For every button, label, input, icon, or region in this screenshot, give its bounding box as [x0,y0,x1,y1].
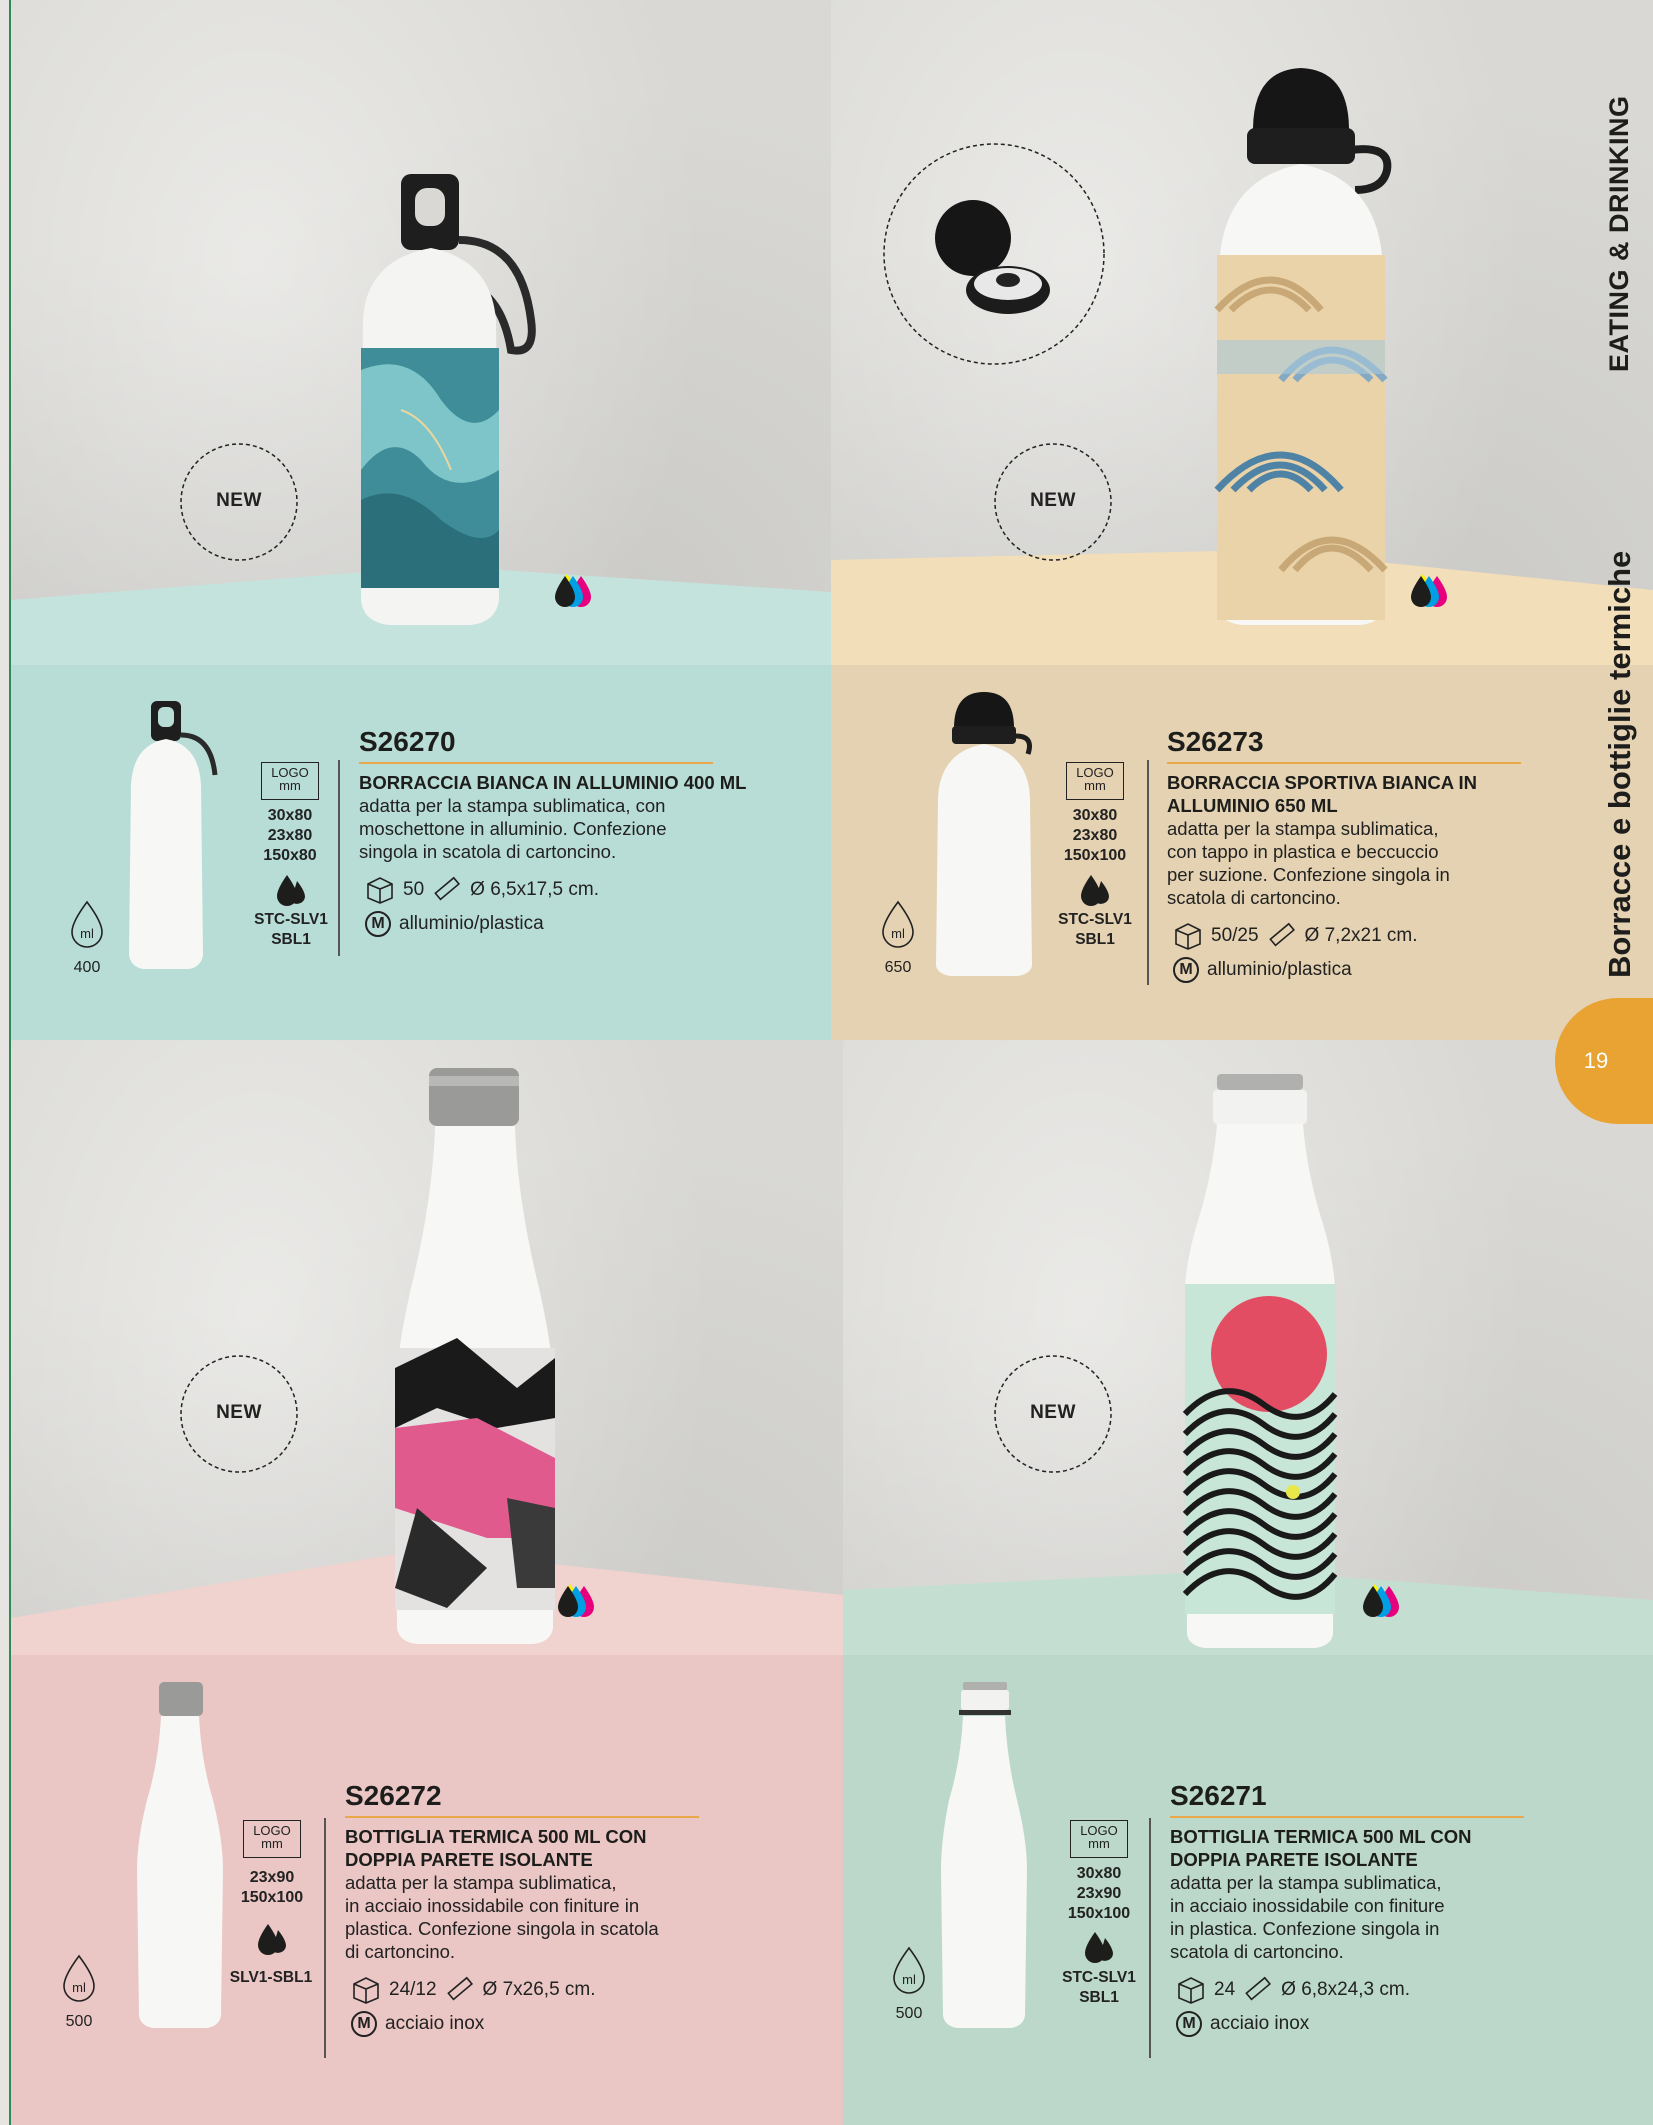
print-technique-codes: SLV1-SBL1 [229,1969,313,1986]
product-code: S26272 [345,1780,442,1811]
product-code: S26270 [359,726,456,757]
accent-rule [1170,1816,1524,1818]
volume-value: 650 [884,959,912,976]
pack-and-size [1176,1976,1410,2004]
pack-quantity: 24 [1214,1979,1236,2000]
volume-drop-icon [62,1954,96,2002]
logo-print-area-icon: LOGO mm [239,1816,305,1862]
cmyk-print-icon [556,1580,620,1620]
sublimation-ink-icon [1079,873,1111,907]
material-info [1173,957,1352,983]
hero-bottle-image [1173,1074,1363,1654]
material-value: alluminio/plastica [399,913,544,934]
product-dimensions: Ø 7x26,5 cm. [482,1979,596,2000]
pack-quantity: 50 [403,879,425,900]
new-badge: NEW [175,1350,303,1478]
pack-quantity: 24/12 [389,1979,437,2000]
box-icon [1173,922,1203,950]
product-dimensions: Ø 7,2x21 cm. [1304,925,1418,946]
hero-bottle-image [377,1068,577,1648]
material-info [365,911,544,937]
cmyk-print-icon [1409,570,1473,610]
ruler-icon [1267,922,1297,950]
volume-value: 500 [895,2005,923,2022]
logo-print-area-icon: LOGO mm [1062,758,1128,804]
print-sizes: 30x80 23x90 150x100 [1067,1865,1131,1922]
thumb-bottle-image [111,695,231,975]
subcategory-label: Borracce e bottiglie termiche [1602,550,1637,978]
volume-indicator [55,1954,103,2031]
logo-print-area-icon: LOGO mm [1066,1816,1132,1862]
cap-detail-badge [878,138,1110,370]
print-technique-codes: STC-SLV1 SBL1 [254,911,328,948]
product-card-s26272 [11,1040,843,2125]
product-title: BORRACCIA BIANCA IN ALLUMINIO 400 ML [359,772,747,793]
page-number: 19 [1583,1048,1609,1073]
hero-bottle-image [341,170,581,630]
volume-value: 400 [73,959,101,976]
product-dimensions: Ø 6,8x24,3 cm. [1281,1979,1410,2000]
product-title: BOTTIGLIA TERMICA 500 ML CON DOPPIA PARETE ISOLANTE [345,1826,647,1870]
new-badge: NEW [989,438,1117,566]
material-info [1176,2011,1309,2037]
category-label: EATING & DRINKING [1604,95,1634,372]
product-dimensions: Ø 6,5x17,5 cm. [470,879,599,900]
material-icon: M [351,2011,377,2037]
product-description: adatta per la stampa sublimatica, con tappo in plastica e beccuccio per suzione. Confezione singola in scatola di cartoncino. [1167,818,1450,908]
thumb-bottle-image [929,1680,1039,2032]
divider [338,760,340,956]
print-sizes: 30x80 23x80 150x80 [263,807,317,864]
pack-and-size [351,1976,596,2004]
svg-text:ml: ml [72,1980,86,1995]
print-sizes: 23x90 150x100 [240,1869,304,1906]
pack-quantity: 50/25 [1211,925,1259,946]
svg-text:ml: ml [902,1972,916,1987]
material-info [351,2011,484,2037]
material-value: alluminio/plastica [1207,959,1352,980]
divider [324,1818,326,2058]
material-icon: M [365,911,391,937]
print-sizes: 30x80 23x80 150x100 [1063,807,1127,864]
thumb-bottle-image [125,1680,235,2032]
material-icon: M [1173,957,1199,983]
ruler-icon [445,1976,475,2004]
volume-indicator [885,1946,933,2023]
product-description: adatta per la stampa sublimatica, in acciaio inossidabile con finiture in plastica. Confezione singola in scatola di cartoncino. [1170,1872,1445,1962]
ruler-icon [1243,1976,1273,2004]
cmyk-print-icon [553,570,617,610]
print-technique-codes: STC-SLV1 SBL1 [1062,1969,1136,2006]
box-icon [365,876,395,904]
logo-print-area-icon: LOGO mm [257,758,323,804]
accent-rule [345,1816,699,1818]
product-code: S26273 [1167,726,1264,757]
product-title: BORRACCIA SPORTIVA BIANCA IN ALLUMINIO 650 ML [1167,772,1478,816]
sublimation-ink-icon [275,873,307,907]
divider [1149,1818,1151,2058]
new-badge: NEW [989,1350,1117,1478]
product-card-s26273 [831,0,1653,1040]
box-icon [351,1976,381,2004]
volume-indicator [63,900,111,977]
volume-drop-icon [881,900,915,948]
product-card-s26271 [843,1040,1653,2125]
product-description: adatta per la stampa sublimatica, in acciaio inossidabile con finiture in plastica. Confezione singola in scatola di cartoncino. [345,1872,659,1962]
new-badge: NEW [175,438,303,566]
hero-bottle-image [1191,50,1431,630]
divider [1147,760,1149,985]
thumb-bottle-image [924,688,1044,978]
pack-and-size [1173,922,1418,950]
svg-text:ml: ml [891,926,905,941]
product-title: BOTTIGLIA TERMICA 500 ML CON DOPPIA PARETE ISOLANTE [1170,1826,1472,1870]
box-icon [1176,1976,1206,2004]
sublimation-ink-icon [256,1922,288,1956]
volume-value: 500 [65,2013,93,2030]
product-description: adatta per la stampa sublimatica, con moschettone in alluminio. Confezione singola in scatola di cartoncino. [359,795,667,862]
material-value: acciaio inox [385,2013,485,2034]
sublimation-ink-icon [1083,1930,1115,1964]
material-icon: M [1176,2011,1202,2037]
material-value: acciaio inox [1210,2013,1310,2034]
volume-indicator [874,900,922,977]
svg-text:ml: ml [80,926,94,941]
pack-and-size [365,876,599,904]
product-code: S26271 [1170,1780,1267,1811]
product-card-s26270 [11,0,831,1040]
cmyk-print-icon [1361,1580,1425,1620]
volume-drop-icon [70,900,104,948]
ruler-icon [432,876,462,904]
accent-rule [359,762,713,764]
volume-drop-icon [892,1946,926,1994]
print-technique-codes: STC-SLV1 SBL1 [1058,911,1132,948]
accent-rule [1167,762,1521,764]
